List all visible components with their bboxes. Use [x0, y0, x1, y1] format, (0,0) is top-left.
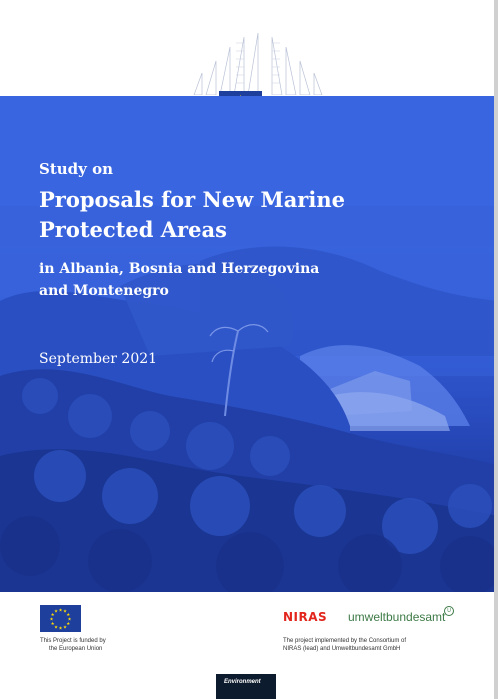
svg-text:★: ★ [49, 617, 54, 623]
eu-flag-icon [40, 605, 81, 632]
svg-text:★: ★ [50, 613, 55, 618]
svg-text:★: ★ [58, 608, 63, 614]
funding-note [40, 637, 160, 653]
publication-date: September 2021 [39, 351, 158, 367]
berlaymont-building-icon [192, 33, 324, 95]
umweltbundesamt-mark-icon: U [444, 606, 454, 616]
report-subtitle [39, 258, 469, 302]
consortium-note-line1: The project implemented by the Consortium of [283, 638, 407, 644]
category-tab [216, 674, 276, 699]
svg-text:★: ★ [62, 625, 68, 631]
svg-text:★: ★ [53, 625, 59, 631]
report-title-line1: Proposals for New Marine [39, 187, 345, 212]
consortium-note-line2: NIRAS (lead) and Umweltbundesamt GmbH [283, 646, 401, 652]
svg-text:★: ★ [50, 622, 55, 627]
svg-text:★: ★ [66, 613, 71, 618]
report-title [39, 185, 459, 245]
umweltbundesamt-logo: umweltbundesamt [348, 610, 446, 624]
consortium-note [283, 637, 483, 653]
funding-note-line1: This Project is funded by [40, 638, 106, 644]
svg-text:★: ★ [62, 609, 68, 615]
svg-text:★: ★ [67, 617, 72, 623]
category-label: Environment [224, 679, 261, 685]
report-subtitle-line2: and Montenegro [39, 283, 169, 299]
report-title-line2: Protected Areas [39, 217, 227, 242]
svg-text:★: ★ [66, 622, 71, 627]
svg-text:★: ★ [53, 609, 59, 615]
report-subtitle-line1: in Albania, Bosnia and Herzegovina [39, 261, 320, 277]
funding-note-line2: the European Union [49, 646, 103, 652]
page-edge [494, 0, 498, 699]
niras-logo: NIRAS [283, 610, 328, 624]
study-on-label: Study on [39, 160, 114, 178]
svg-text:★: ★ [58, 626, 63, 632]
